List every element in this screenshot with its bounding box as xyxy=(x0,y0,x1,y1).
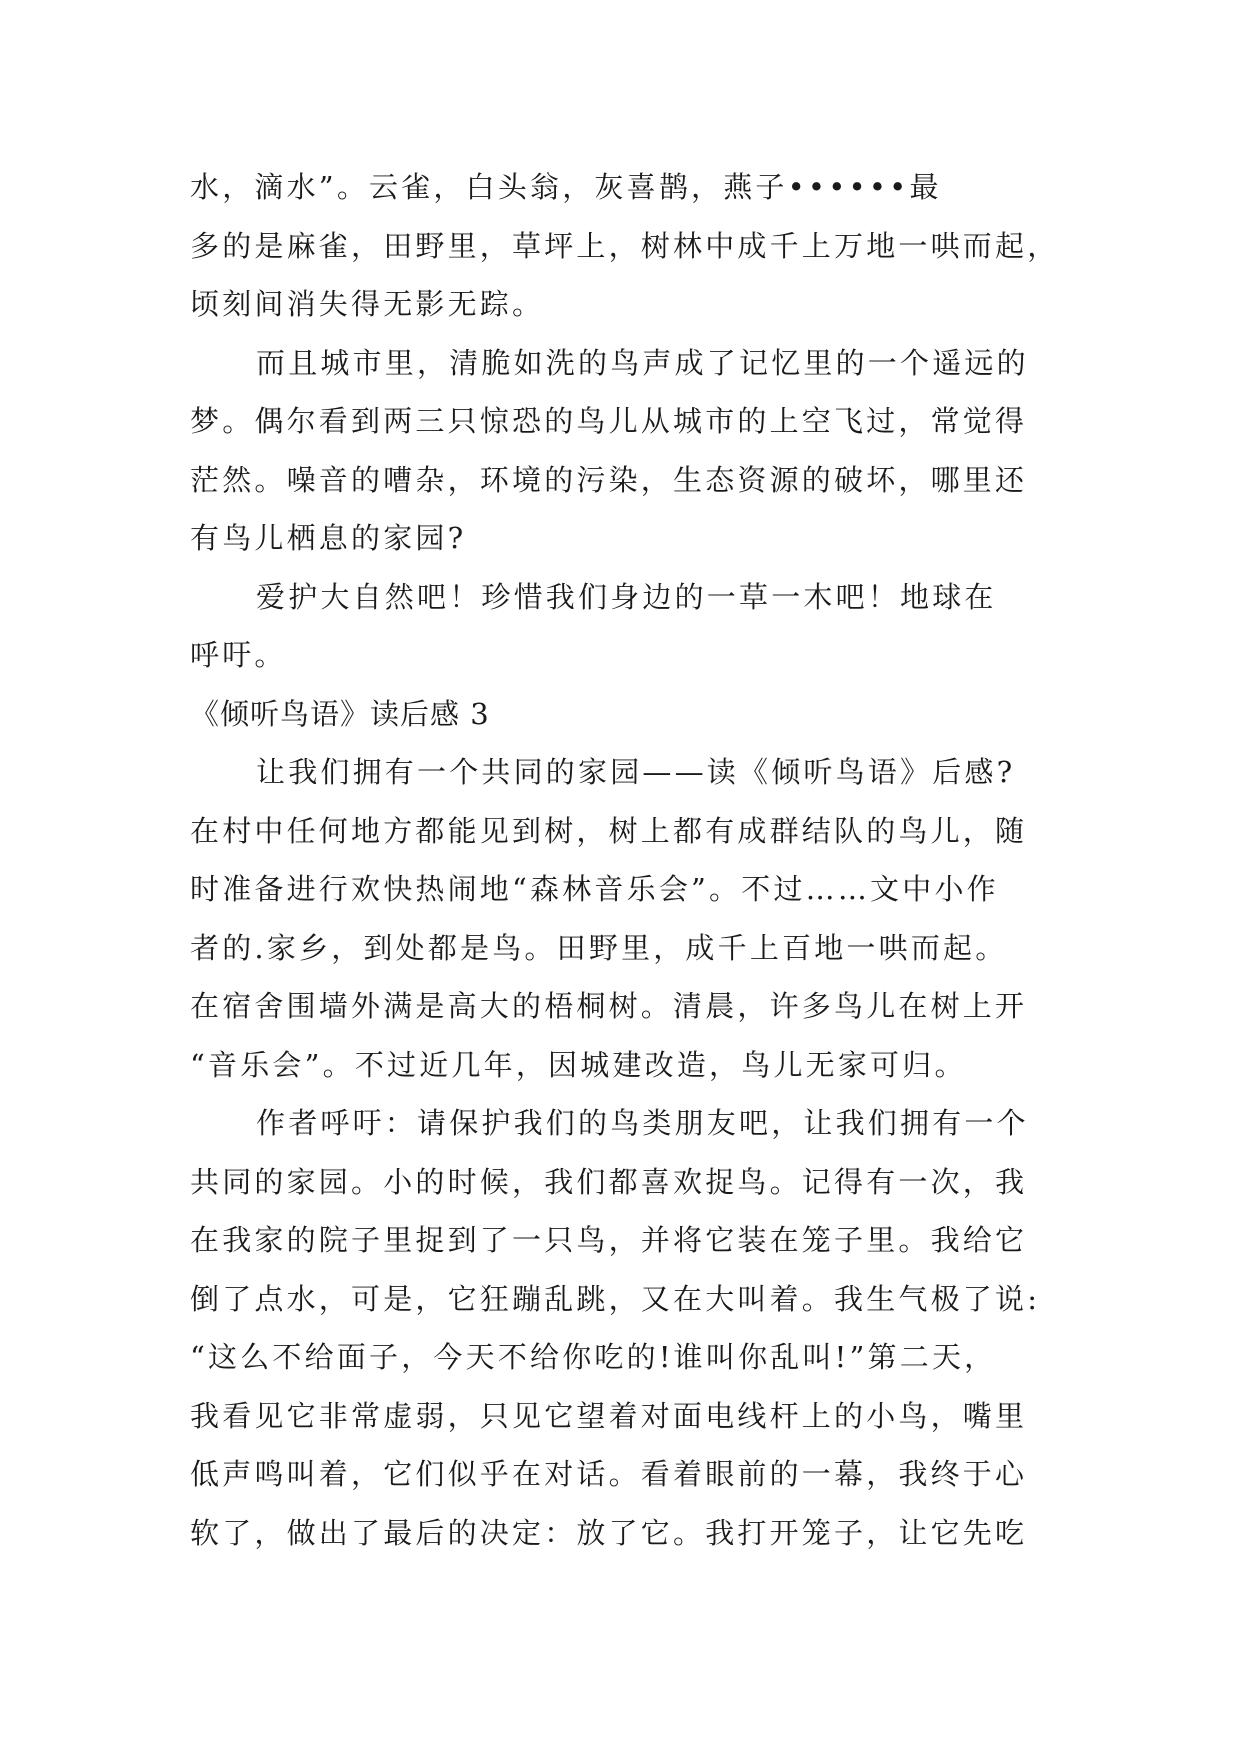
document-body xyxy=(190,158,1060,1562)
text-line: 在我家的院子里捉到了一只鸟，并将它装在笼子里。我给它 xyxy=(190,1223,1028,1257)
text-line: 呼吁。 xyxy=(190,638,287,672)
text-line: “这么不给面子，今天不给你吃的!谁叫你乱叫!”第二天， xyxy=(190,1340,997,1374)
text-line: 者的.家乡，到处都是鸟。田野里，成千上百地一哄而起。 xyxy=(190,930,1008,965)
text-line: 倒了点水，可是，它狂蹦乱跳，又在大叫着。我生气极了说: xyxy=(190,1281,1041,1316)
text-line: 在宿舍围墙外满是高大的梧桐树。清晨，许多鸟儿在树上开 xyxy=(190,989,1028,1023)
text-line: 时准备进行欢快热闹地“森林音乐会”。不过……文中小作 xyxy=(190,872,999,906)
text-line: 梦。偶尔看到两三只惊恐的鸟儿从城市的上空飞过，常觉得 xyxy=(190,404,1028,438)
text-line: 我看见它非常虚弱，只见它望着对面电线杆上的小鸟，嘴里 xyxy=(190,1398,1028,1433)
paragraph-start-line: 让我们拥有一个共同的家园——读《倾听鸟语》后感? xyxy=(256,755,1016,789)
text-line: 低声鸣叫着，它们似乎在对话。看着眼前的一幕，我终于心 xyxy=(190,1457,1028,1491)
text-line: 软了，做出了最后的决定：放了它。我打开笼子，让它先吃 xyxy=(190,1515,1028,1550)
paragraph-start-line: 作者呼吁：请保护我们的鸟类朋友吧，让我们拥有一个 xyxy=(256,1106,1029,1140)
text-line: “音乐会”。不过近几年，因城建改造，鸟儿无家可归。 xyxy=(190,1047,967,1082)
text-line: 茫然。噪音的嘈杂，环境的污染，生态资源的破坏，哪里还 xyxy=(190,462,1028,497)
paragraph-start-line: 而且城市里，清脆如洗的鸟声成了记忆里的一个遥远的 xyxy=(256,345,1029,380)
text-line: 在村中任何地方都能见到树，树上都有成群结队的鸟儿，随 xyxy=(190,813,1028,848)
text-line: 水，滴水”。云雀，白头翁，灰喜鹊，燕子••••••最 xyxy=(190,170,942,204)
paragraph-start-line: 爱护大自然吧！珍惜我们身边的一草一木吧！地球在 xyxy=(256,579,997,614)
text-line: 顷刻间消失得无影无踪。 xyxy=(190,287,545,321)
text-line: 共同的家园。小的时候，我们都喜欢捉鸟。记得有一次，我 xyxy=(190,1164,1028,1199)
text-line: 有鸟儿栖息的家园? xyxy=(190,521,467,555)
text-line: 多的是麻雀，田野里，草坪上，树林中成千上万地一哄而起， xyxy=(190,228,1060,263)
section-heading: 《倾听鸟语》读后感 3 xyxy=(190,696,490,731)
